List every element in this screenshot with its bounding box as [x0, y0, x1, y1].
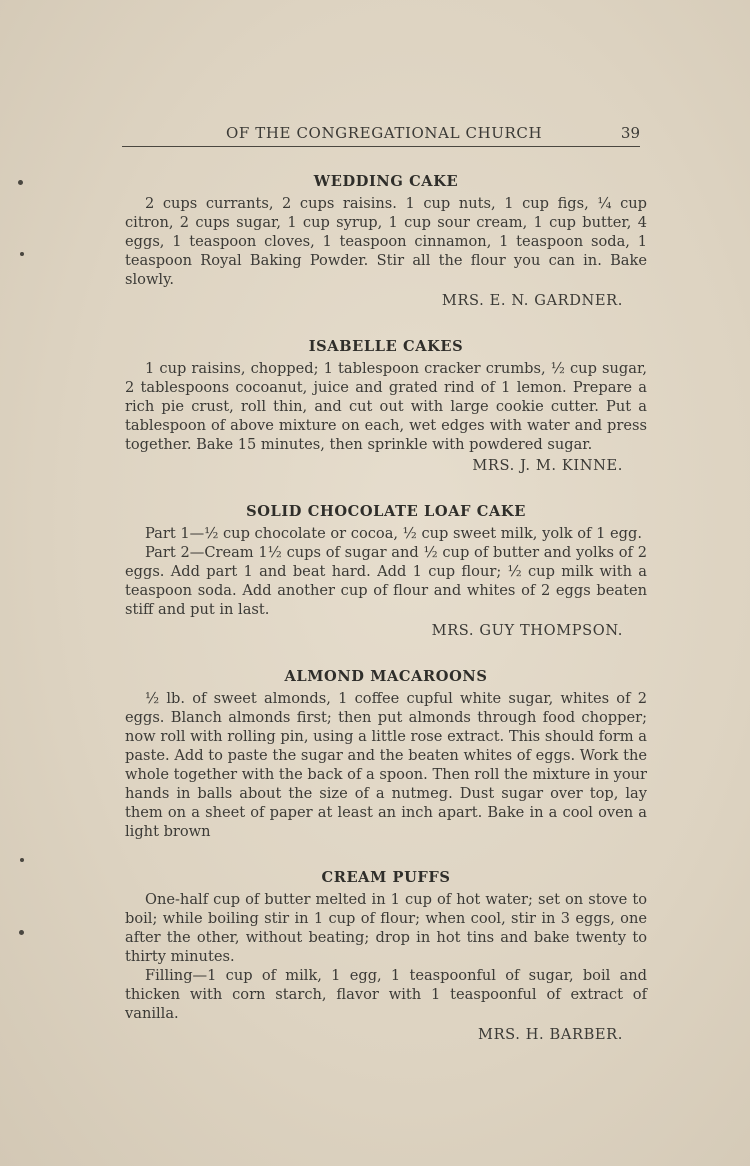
- ink-speck: [19, 930, 24, 935]
- recipe-title: ALMOND MACAROONS: [284, 668, 488, 685]
- recipe-paragraph: 1 cup raisins, chopped; 1 tablespoon cracker crumbs, ½ cup sugar, 2 tablespoons cocoanut, juice and grated rind of 1 lemon. Prepare a rich pie crust, roll thin, and cut out with large cookie cutter. Put a tablespoon of above mixture on each, wet edges with water and press together. Bake 15 minutes, then sprinkle with powdered sugar.: [125, 360, 647, 453]
- recipe-paragraph: One-half cup of butter melted in 1 cup of hot water; set on stove to boil; while boiling stir in 1 cup of flour; when cool, stir in 3 eggs, one after the other, without beating; drop in hot tins and bake twenty to thirty minutes.: [125, 891, 647, 965]
- ink-speck: [20, 252, 24, 256]
- recipe-paragraph: Filling—1 cup of milk, 1 egg, 1 teaspoonful of sugar, boil and thicken with corn starch, flavor with 1 teaspoonful of extract of vanilla.: [125, 967, 647, 1022]
- ink-speck: [18, 180, 23, 185]
- recipe-credit: MRS. J. M. KINNE.: [472, 457, 623, 474]
- running-header: [122, 124, 640, 150]
- recipe-credit: MRS. GUY THOMPSON.: [431, 622, 623, 639]
- page-number: 39: [620, 124, 640, 142]
- recipe-title: CREAM PUFFS: [321, 869, 451, 886]
- recipe-credit: MRS. E. N. GARDNER.: [441, 292, 623, 309]
- recipe-almond-macaroons: [125, 667, 647, 841]
- header-title: OF THE CONGREGATIONAL CHURCH: [226, 124, 543, 142]
- ink-speck: [20, 858, 24, 862]
- recipe-content: [125, 172, 647, 1071]
- recipe-paragraph: 2 cups currants, 2 cups raisins. 1 cup nuts, 1 cup figs, ¼ cup citron, 2 cups sugar, 1 cup syrup, 1 cup sour cream, 1 cup butter, 4 eggs, 1 teaspoon cloves, 1 teaspoon cinnamon, 1 teaspoon soda, 1 teaspoon Royal Baking Powder. Stir all the flour you can in. Bake slowly.: [125, 195, 647, 288]
- recipe-solid-chocolate-loaf-cake: [125, 502, 647, 640]
- recipe-title: ISABELLE CAKES: [308, 338, 464, 355]
- recipe-isabelle-cakes: [125, 337, 647, 475]
- recipe-credit: MRS. H. BARBER.: [478, 1026, 623, 1043]
- recipe-paragraph: Part 2—Cream 1½ cups of sugar and ½ cup of butter and yolks of 2 eggs. Add part 1 and beat hard. Add 1 cup flour; ½ cup milk with a teaspoon soda. Add another cup of flour and whites of 2 eggs beaten stiff and put in last.: [125, 544, 647, 618]
- header-rule: [122, 146, 640, 147]
- recipe-title: SOLID CHOCOLATE LOAF CAKE: [246, 503, 526, 520]
- recipe-title: WEDDING CAKE: [313, 173, 459, 190]
- recipe-paragraph: Part 1—½ cup chocolate or cocoa, ½ cup sweet milk, yolk of 1 egg.: [145, 525, 642, 542]
- recipe-paragraph: ½ lb. of sweet almonds, 1 coffee cupful white sugar, whites of 2 eggs. Blanch almonds first; then put almonds through food chopper; now roll with rolling pin, using a little rose extract. This should form a paste. Add to paste the sugar and the beaten whites of eggs. Work the whole together with the back of a spoon. Then roll the mixture in your hands in balls about the size of a nutmeg. Dust sugar over top, lay them on a sheet of paper at least an inch apart. Bake in a cool oven a light brown: [125, 690, 647, 840]
- recipe-cream-puffs: [125, 868, 647, 1044]
- recipe-wedding-cake: [125, 172, 647, 310]
